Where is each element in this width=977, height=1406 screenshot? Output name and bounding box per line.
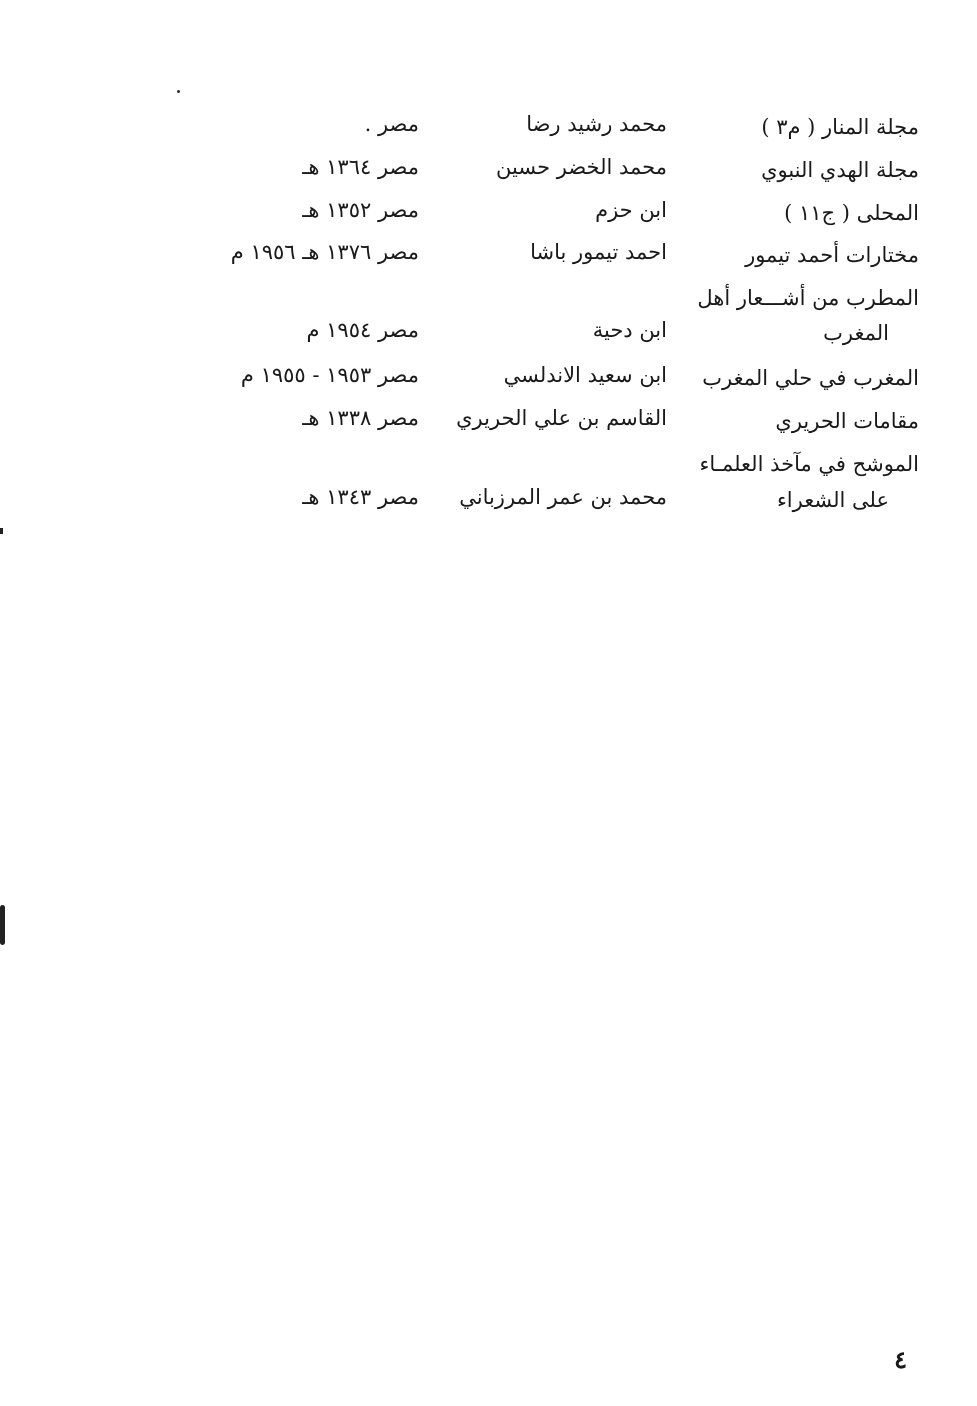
reference-publication: مصر ١٣٦٤ هـ [302,155,419,179]
scan-edge-mark [0,905,5,945]
reference-title-continuation: المغرب [823,321,889,345]
reference-title: مجلة المنار ( م٣ ) [761,115,919,139]
reference-author: محمد بن عمر المرزباني [459,485,667,509]
reference-author: محمد الخضر حسين [496,155,667,179]
reference-title: المطرب من أشـــعار أهل [697,286,919,310]
reference-author: احمد تيمور باشا [530,240,667,264]
reference-publication: مصر ١٩٥٤ م [306,318,419,342]
reference-publication: مصر ١٣٣٨ هـ [302,406,419,430]
reference-author: ابن سعيد الاندلسي [503,363,667,387]
reference-publication: مصر ١٣٧٦ هـ ١٩٥٦ م [230,240,419,264]
reference-author: ابن حزم [595,198,667,222]
reference-publication: مصر ١٣٥٢ هـ [302,198,419,222]
reference-author: ابن دحية [592,318,667,342]
reference-title: مختارات أحمد تيمور [745,243,919,267]
page-number: ٤ [894,1345,907,1374]
reference-title-continuation: على الشعراء [776,488,889,512]
reference-title: مجلة الهدي النبوي [761,158,919,182]
reference-title: مقامات الحريري [775,409,919,433]
reference-publication: مصر . [364,112,419,136]
reference-publication: مصر ١٩٥٣ - ١٩٥٥ م [240,363,419,387]
reference-title: المغرب في حلي المغرب [702,366,919,390]
reference-publication: مصر ١٣٤٣ هـ [302,485,419,509]
reference-author: محمد رشيد رضا [526,112,667,136]
references-list [0,0,977,560]
reference-title: المحلى ( ج١١ ) [784,201,919,225]
reference-author: القاسم بن علي الحريري [456,406,667,430]
reference-title: الموشح في مآخذ العلمـاء [699,452,919,476]
